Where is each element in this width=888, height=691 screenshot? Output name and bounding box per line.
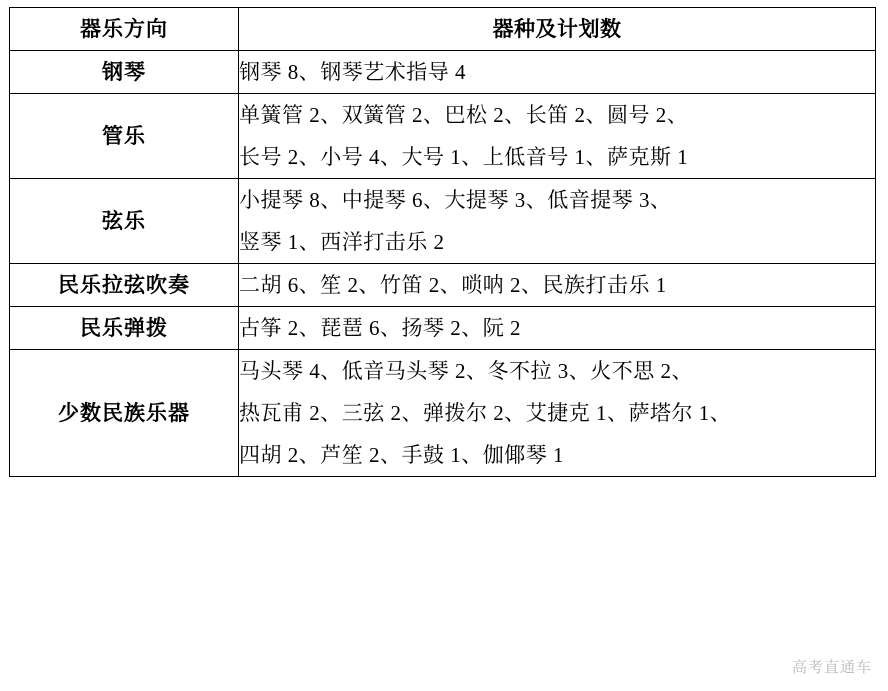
cell-line-group [239, 307, 875, 349]
cell-line: 单簧管 2、双簧管 2、巴松 2、长笛 2、圆号 2、 [239, 103, 689, 127]
cell-line: 古筝 2、琵琶 6、扬琴 2、阮 2 [239, 316, 521, 340]
cell-line: 长号 2、小号 4、大号 1、上低音号 1、萨克斯 1 [239, 145, 689, 169]
table-row [10, 94, 876, 179]
cell-direction-ethnic: 少数民族乐器 [10, 350, 239, 477]
cell-line: 热瓦甫 2、三弦 2、弹拨尔 2、艾捷克 1、萨塔尔 1、 [239, 401, 732, 425]
cell-direction-strings: 弦乐 [10, 179, 239, 264]
cell-line: 钢琴 8、钢琴艺术指导 4 [239, 60, 466, 84]
cell-line: 四胡 2、芦笙 2、手鼓 1、伽倻琴 1 [239, 443, 564, 467]
instrument-plan-table [9, 7, 876, 477]
table-row [10, 264, 876, 307]
table-body [10, 8, 876, 477]
cell-detail-piano [239, 51, 876, 94]
table-row [10, 51, 876, 94]
cell-line-group [239, 51, 875, 93]
table-row [10, 179, 876, 264]
cell-line-group [239, 179, 875, 263]
header-cell-direction: 器乐方向 [10, 8, 239, 51]
cell-detail-strings [239, 179, 876, 264]
cell-detail-folk-plucked [239, 307, 876, 350]
document-page [0, 7, 888, 691]
cell-line: 小提琴 8、中提琴 6、大提琴 3、低音提琴 3、 [239, 188, 672, 212]
cell-line: 马头琴 4、低音马头琴 2、冬不拉 3、火不思 2、 [239, 359, 693, 383]
table-row [10, 350, 876, 477]
cell-line-group [239, 350, 875, 476]
cell-direction-folk-plucked: 民乐弹拨 [10, 307, 239, 350]
cell-direction-wind: 管乐 [10, 94, 239, 179]
cell-direction-folk-bowed: 民乐拉弦吹奏 [10, 264, 239, 307]
cell-line-group [239, 94, 875, 178]
cell-line: 竖琴 1、西洋打击乐 2 [239, 230, 445, 254]
table-row [10, 307, 876, 350]
cell-detail-folk-bowed [239, 264, 876, 307]
cell-line: 二胡 6、笙 2、竹笛 2、唢呐 2、民族打击乐 1 [239, 273, 667, 297]
cell-line-group [239, 264, 875, 306]
header-cell-detail: 器种及计划数 [239, 8, 876, 51]
cell-detail-ethnic [239, 350, 876, 477]
watermark-label: 高考直通车 [791, 659, 872, 676]
cell-detail-wind [239, 94, 876, 179]
cell-direction-piano: 钢琴 [10, 51, 239, 94]
table-header-row [10, 8, 876, 51]
